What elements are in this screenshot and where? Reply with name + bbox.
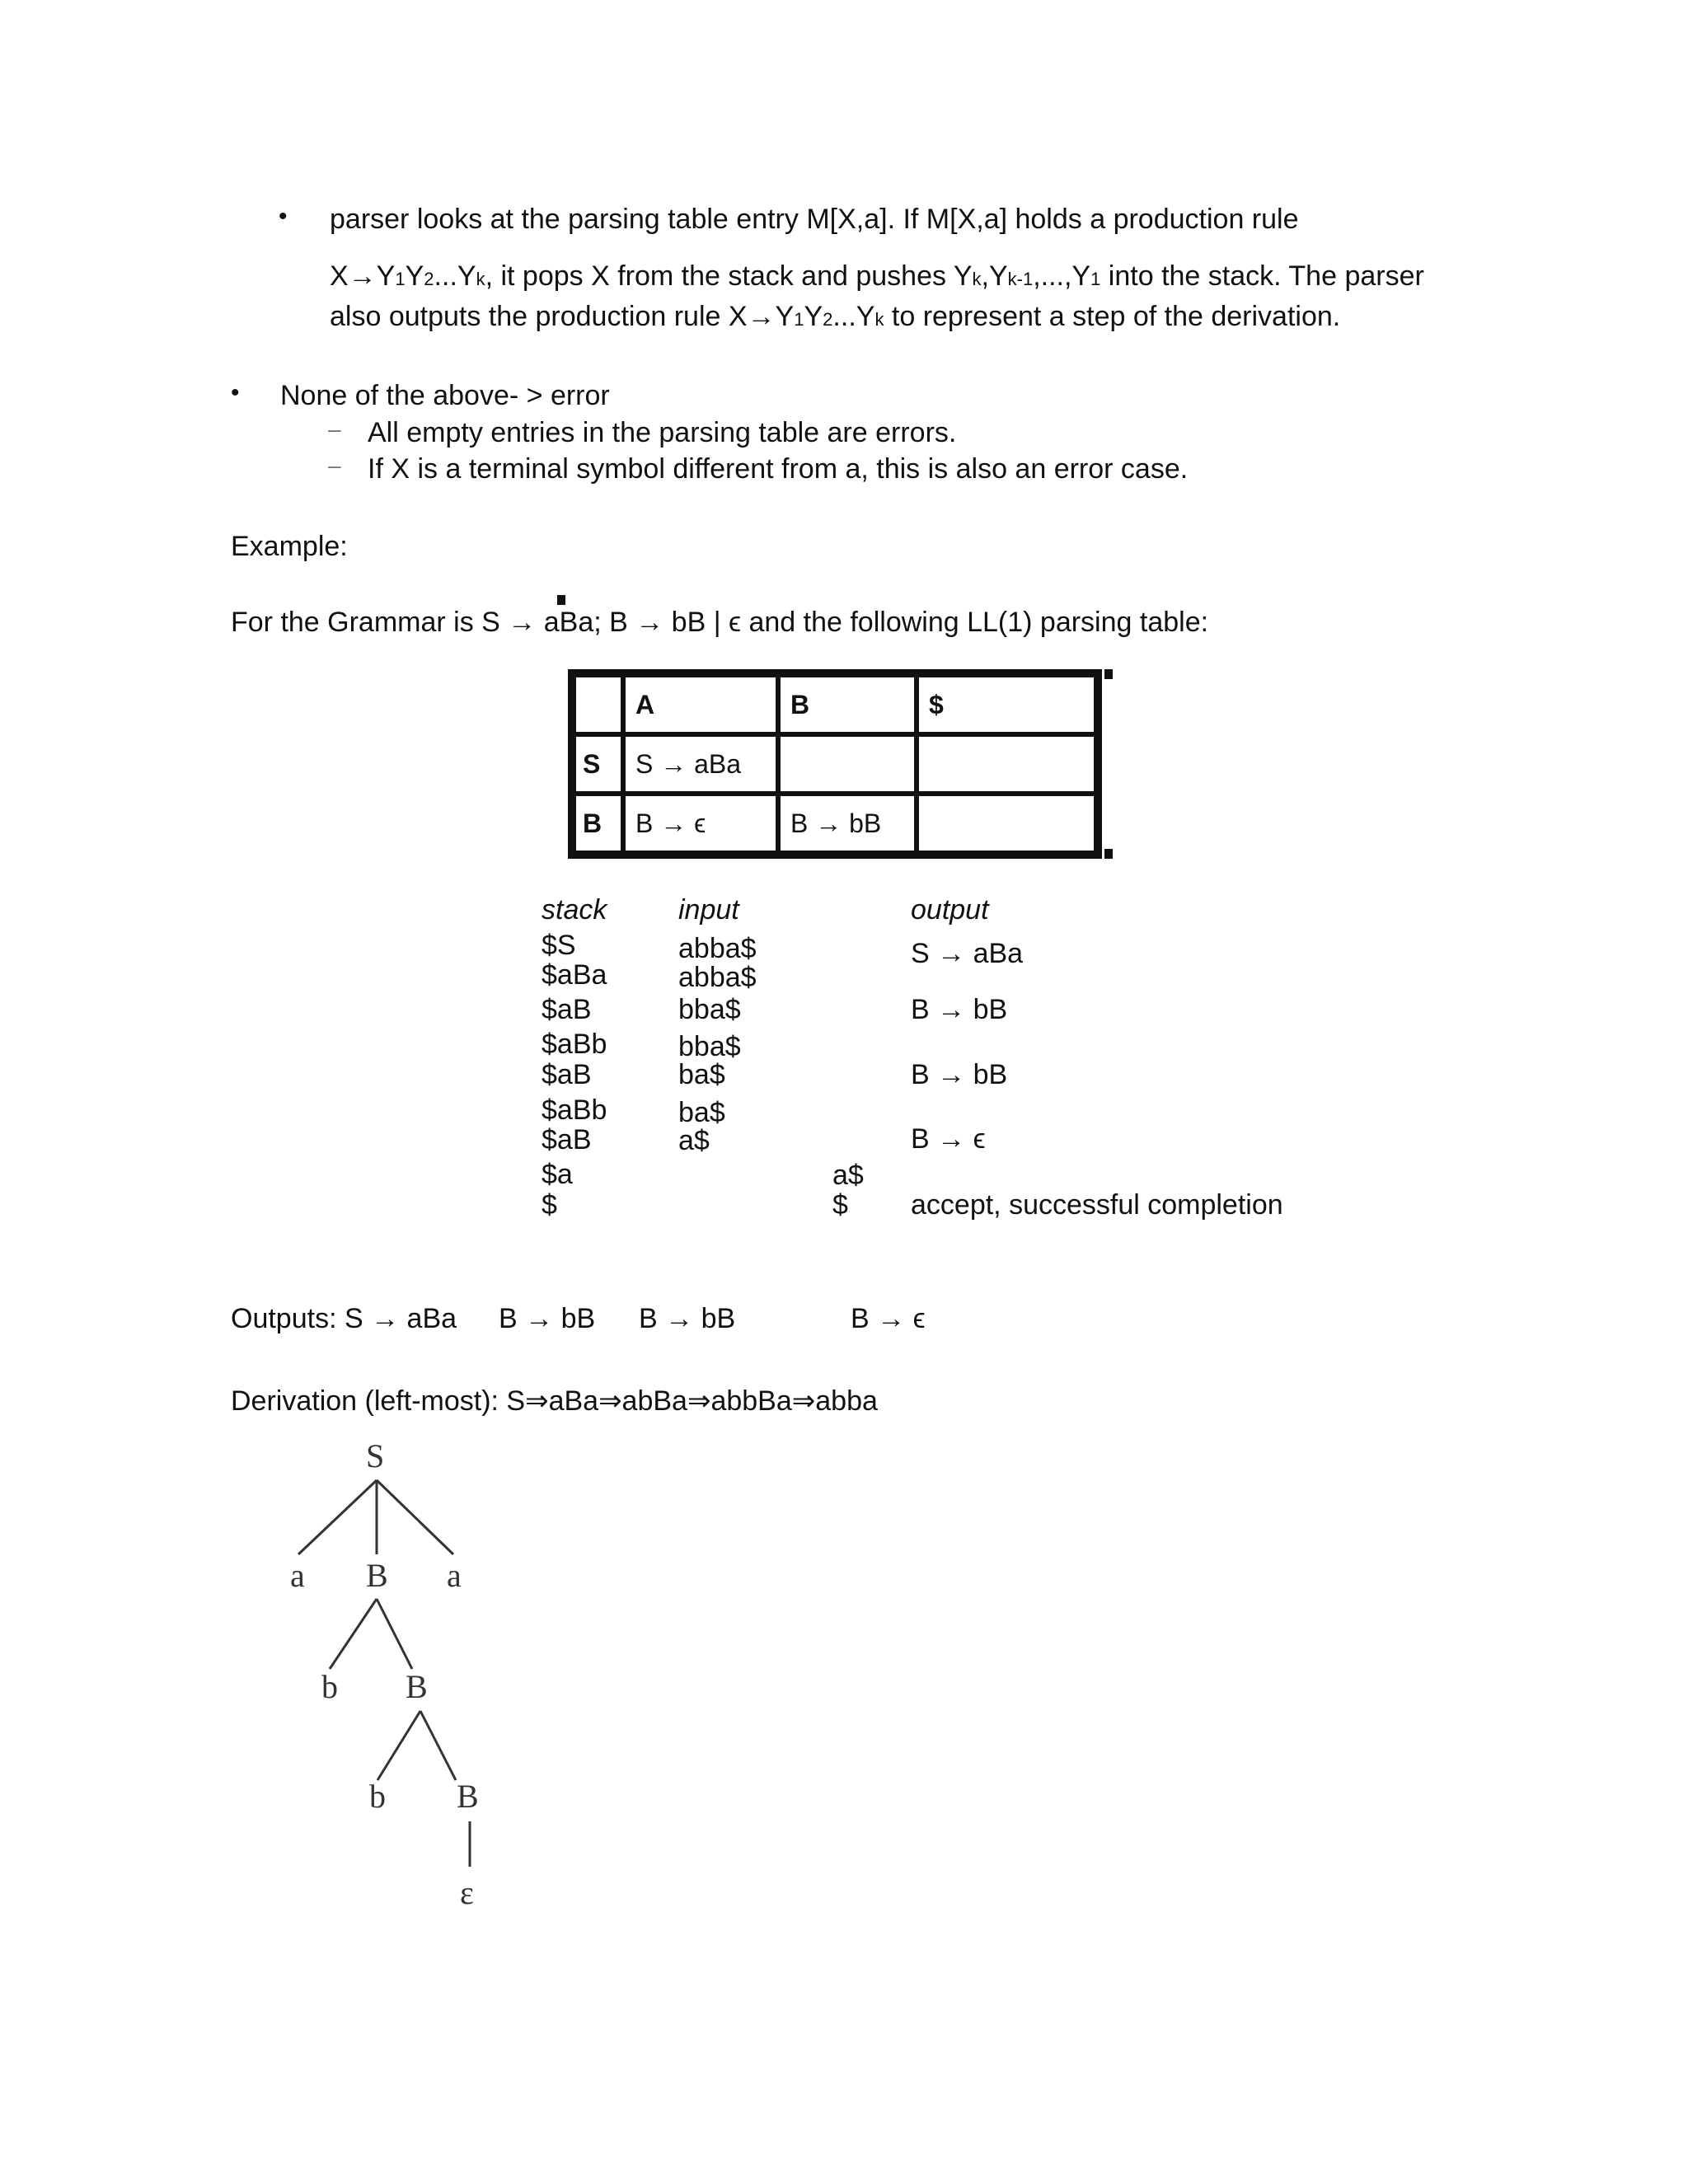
trace-output: B → ϵ [911, 1123, 986, 1155]
table-corner-cell [574, 675, 623, 734]
outputs-item: B → ϵ [851, 1303, 926, 1334]
tree-node: a [290, 1557, 305, 1594]
table-cell [917, 794, 1096, 853]
trace-header-input: input [678, 894, 739, 926]
tree-edge [377, 1599, 412, 1669]
tree-node-leaf: ε [460, 1874, 474, 1911]
intro-line-1: parser looks at the parsing table entry M[X,a]. If M[X,a] holds a production rule [330, 204, 1299, 235]
dash-marker: – [328, 452, 341, 478]
trace-input: bba$ [678, 994, 741, 1025]
table-cell: B → bB [778, 794, 917, 853]
selection-handle [1104, 849, 1113, 859]
table-col-header: A [623, 675, 778, 734]
intro-line-3: also outputs the production rule X→Y1Y2...Yk to represent a step of the derivation. [330, 301, 1341, 332]
derivation-line: Derivation (left-most): S⇒aBa⇒abBa⇒abbBa⇒abba [231, 1385, 878, 1417]
error-heading: None of the above- > error [280, 380, 610, 411]
tree-node: b [321, 1668, 338, 1705]
outputs-label: Outputs: S → aBa [231, 1303, 457, 1334]
example-label: Example: [231, 531, 348, 562]
tree-edge [330, 1599, 377, 1669]
trace-input: a$ [678, 1125, 710, 1156]
trace-output: accept, successful completion [911, 1189, 1283, 1221]
tree-edge [377, 1711, 420, 1780]
table-row-header: S [574, 734, 623, 794]
trace-input: abba$ [678, 962, 757, 993]
tree-edge [377, 1480, 453, 1554]
table-cell: S → aBa [623, 734, 778, 794]
table-row [574, 734, 1096, 794]
table-cell [917, 734, 1096, 794]
trace-input: bba$ [678, 1031, 741, 1062]
tree-edge [298, 1480, 377, 1554]
tree-node: a [447, 1557, 462, 1594]
tree-node: B [366, 1557, 388, 1594]
table-col-header: B [778, 675, 917, 734]
tree-node: B [457, 1778, 479, 1815]
tree-node: b [369, 1778, 386, 1815]
trace-input: ba$ [678, 1059, 725, 1090]
tree-node-root: S [366, 1437, 385, 1474]
parsing-table [568, 669, 1102, 859]
trace-input: ba$ [678, 1097, 725, 1128]
table-row [574, 794, 1096, 853]
dash-marker: – [328, 416, 341, 442]
trace-stack: $S [542, 930, 576, 961]
trace-stack: $aBa [542, 959, 607, 991]
outputs-item: B → bB [499, 1303, 596, 1334]
table-cell [778, 734, 917, 794]
trace-input: abba$ [678, 933, 757, 964]
bullet-dot: • [231, 379, 240, 406]
trace-stack: $aBb [542, 1029, 607, 1060]
trace-header-stack: stack [542, 894, 607, 926]
selection-handle [557, 595, 565, 605]
trace-stack: $ [542, 1189, 557, 1221]
tree-node: B [406, 1668, 428, 1705]
trace-stack: $a [542, 1159, 573, 1190]
trace-stack: $aB [542, 1124, 592, 1155]
trace-stack: $aB [542, 1059, 592, 1090]
grammar-line: For the Grammar is S → aBa; B → bB | ϵ and the following LL(1) parsing table: [231, 607, 1209, 638]
table-col-header: $ [917, 675, 1096, 734]
outputs-item: B → bB [639, 1303, 736, 1334]
trace-input: a$ [832, 1160, 864, 1191]
table-header-row [574, 675, 1096, 734]
error-item: All empty entries in the parsing table are errors. [368, 417, 957, 448]
trace-output: B → bB [911, 994, 1008, 1025]
trace-input: $ [832, 1189, 848, 1221]
parse-tree [264, 1434, 528, 1929]
error-item: If X is a terminal symbol different from a, this is also an error case. [368, 453, 1189, 485]
intro-line-2: X→Y1Y2...Yk, it pops X from the stack and pushes Yk,Yk-1,...,Y1 into the stack. The parser [330, 260, 1424, 292]
trace-stack: $aBb [542, 1094, 607, 1126]
selection-handle [1104, 669, 1113, 679]
trace-output: B → bB [911, 1059, 1008, 1090]
bullet-dot: • [279, 203, 288, 230]
trace-stack: $aB [542, 994, 592, 1025]
trace-header-output: output [911, 894, 989, 926]
table-cell: B → ϵ [623, 794, 778, 853]
table-row-header: B [574, 794, 623, 853]
tree-edge [420, 1711, 456, 1780]
trace-output: S → aBa [911, 938, 1024, 969]
